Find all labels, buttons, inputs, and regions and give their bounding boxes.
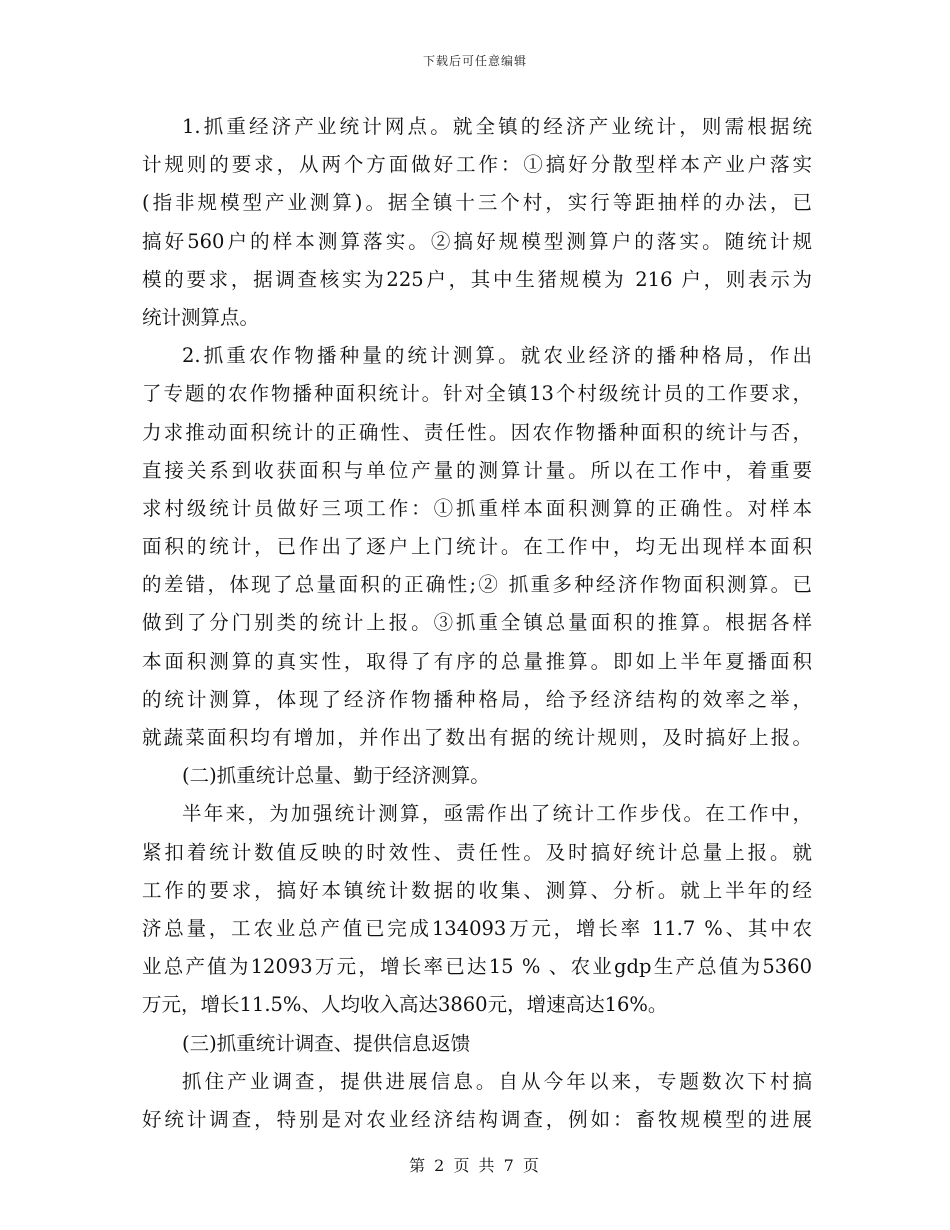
text-line: 力求推动面积统计的正确性、责任性。因农作物播种面积的统计与否， (142, 420, 812, 444)
text-line: 业总产值为12093万元，增长率已达15 % 、农业gdp生产总值为5360 (142, 955, 812, 979)
text-line: 面积的统计，已作出了逐户上门统计。在工作中，均无出现样本面积 (142, 535, 812, 559)
text-line: 2.抓重农作物播种量的统计测算。就农业经济的播种格局，作出 (182, 344, 812, 368)
page-header: 下载后可任意编辑 (422, 54, 527, 68)
text-line: 好统计调查，特别是对农业经济结构调查，例如：畜牧规模型的进展 (142, 1107, 812, 1131)
text-line: 计规则的要求，从两个方面做好工作：①搞好分散型样本产业户落实 (142, 153, 812, 177)
text-line: (指非规模型产业测算)。据全镇十三个村，实行等距抽样的办法，已 (142, 191, 812, 215)
text-line: 工作的要求，搞好本镇统计数据的收集、测算、分析。就上半年的经 (142, 878, 812, 902)
text-line: 的差错，体现了总量面积的正确性;② 抓重多种经济作物面积测算。已 (142, 573, 812, 597)
text-line: 本面积测算的真实性，取得了有序的总量推算。即如上半年夏播面积 (142, 649, 812, 673)
text-line: (三)抓重统计调查、提供信息返馈 (182, 1031, 471, 1055)
page-footer: 第 2 页 共 7 页 (409, 1156, 541, 1175)
text-line: 济总量，工农业总产值已完成134093万元，增长率 11.7 %、其中农 (142, 916, 812, 940)
document-body (142, 108, 812, 1139)
text-line: 了专题的农作物播种面积统计。针对全镇13个村级统计员的工作要求， (142, 382, 812, 406)
text-line: 搞好560户的样本测算落实。②搞好规模型测算户的落实。随统计规 (142, 229, 812, 253)
text-line: 模的要求，据调查核实为225户，其中生猪规模为 216 户，则表示为 (142, 267, 812, 291)
text-line: 求村级统计员做好三项工作：①抓重样本面积测算的正确性。对样本 (142, 496, 812, 520)
text-line: 万元，增长11.5%、人均收入高达3860元，增速高达16%。 (142, 993, 668, 1017)
text-line: 1.抓重经济产业统计网点。就全镇的经济产业统计，则需根据统 (182, 115, 812, 138)
text-line: (二)抓重统计总量、勤于经济测算。 (182, 764, 490, 788)
text-line: 半年来，为加强统计测算，亟需作出了统计工作步伐。在工作中， (182, 802, 812, 826)
text-line: 直接关系到收获面积与单位产量的测算计量。所以在工作中，着重要 (142, 458, 812, 482)
text-line: 的统计测算，体现了经济作物播种格局，给予经济结构的效率之举， (142, 687, 812, 711)
text-line: 做到了分门别类的统计上报。③抓重全镇总量面积的推算。根据各样 (142, 611, 812, 635)
text-line: 紧扣着统计数值反映的时效性、责任性。及时搞好统计总量上报。就 (142, 840, 812, 864)
text-line: 统计测算点。 (142, 305, 260, 329)
text-line: 就蔬菜面积均有增加，并作出了数出有据的统计规则，及时搞好上报。 (142, 726, 812, 749)
text-line: 抓住产业调查，提供进展信息。自从今年以来，专题数次下村搞 (182, 1069, 812, 1093)
